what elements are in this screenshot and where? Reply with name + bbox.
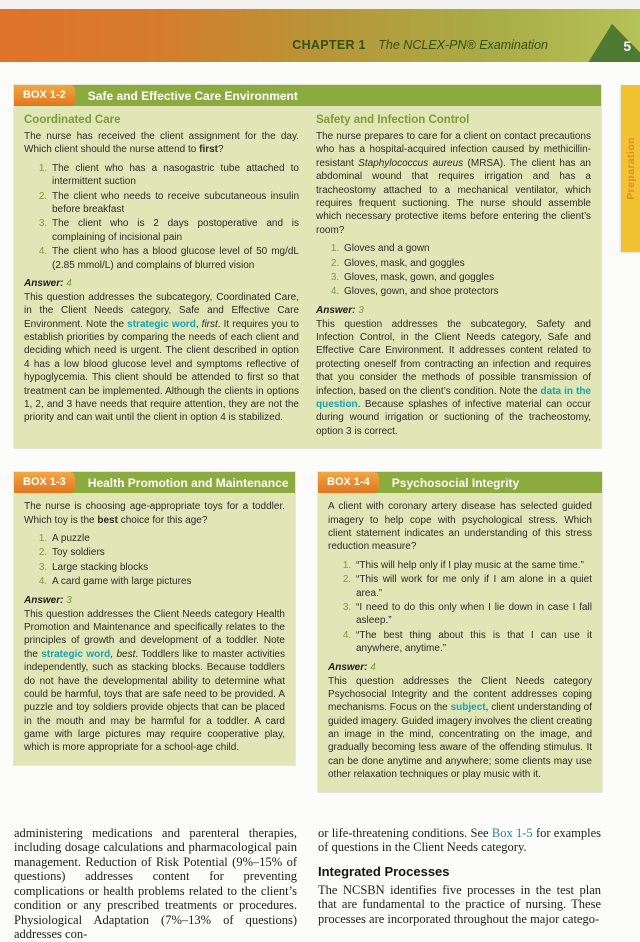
box-1-2-badge: BOX 1-2 [14,85,75,106]
answer-label: Answer: [328,661,368,673]
question-text: A client with coronary artery disease has selected guided imagery to help cope with psychological stress. Which client statement indicates an understanding of this stress reduction measure? [328,501,592,553]
box-1-3-header [14,472,295,493]
book-title: The NCLEX-PN® Examination [378,38,548,52]
coordinated-care-heading: Coordinated Care [24,114,121,126]
option-3: 3. The client who is 2 days postoperative and is complaining of incisional pain [50,217,299,244]
box-1-4-body [318,493,602,791]
options-list [24,532,285,589]
rationale-text: This question addresses the subcategory, Coordinated Care, in the Client Needs category, Safe and Effective Care Environment. Note the strategic word, first. It requires you to establish priorities by comparing the needs of each client and deciding which need is urgent. The client described in option 4 has a low blood glucose level and symptoms reflective of hypoglycemia. This client should be attended to first so that treatment can be implemented. Although the clients in options 1, 2, and 3 have needs that require attention, they are not the priority and can wait until the client in option 4 is stabilized. [24,291,299,424]
option-3: 3. “I need to do this only when I lie down in case I fall asleep.” [354,601,592,628]
option-4: 4. “The best thing about this is that I can use it anywhere, anytime.” [354,629,592,656]
question-text: The nurse is choosing age-appropriate toys for a toddler. Which toy is the best choice for this age? [24,501,285,526]
page-corner-triangle [584,9,640,62]
body-paragraph: The NCSBN identifies five processes in the test plan that are fundamental to the practice of nursing. These processes are incorporated throughout the major catego- [318,882,601,926]
option-2: 2. Toy soldiers [50,546,285,559]
box-1-4 [318,472,602,791]
options-list [316,242,591,299]
rationale-text: This question addresses the Client Needs category Health Promotion and Maintenance and specifically relates to the principles of growth and development of a toddler. Note the strategic word, best. Toddlers like to master activities independently, such as stacking blocks. Because toddlers do not have the developmental ability to determine what could be harmful, toys that are safe need to be provided. A puzzle and toy soldiers provide objects that can be placed in the mouth and may be harmful for a toddler. A card game with large pictures may require cooperative play, which is more appropriate for a school-age child. [24,608,285,754]
options-list [24,162,299,272]
box-1-4-badge: BOX 1-4 [318,472,379,493]
safety-infection-heading: Safety and Infection Control [316,114,470,126]
option-2: 2. Gloves, mask, and goggles [342,257,591,270]
page-top-edge [0,0,640,9]
answer-line [24,278,299,289]
section-tab-preparation [621,85,640,252]
options-list [328,559,592,656]
option-1: 1. A puzzle [50,532,285,545]
body-text-columns [14,826,601,942]
box-1-2-title: Safe and Effective Care Environment [87,88,298,103]
page-number: 5 [623,39,631,54]
answer-line [316,305,591,316]
box-1-3-title: Health Promotion and Maintenance [87,475,289,490]
answer-value: 4 [370,661,376,673]
body-text-right-column [318,826,601,942]
option-4: 4. A card game with large pictures [50,575,285,588]
answer-label: Answer: [24,594,64,606]
answer-line [24,595,285,606]
box-1-4-title: Psychosocial Integrity [391,475,520,490]
option-4: 4. The client who has a blood glucose level of 50 mg/dL (2.85 mmol/L) and complains of blurred vision [50,245,299,272]
box-row [14,472,601,791]
box-1-2-header [14,85,601,106]
box-1-2-body [14,106,601,448]
question-text: The nurse prepares to care for a client on contact precautions who has a hospital-acquired infection caused by methicillin-resistant Staphylococcus aureus (MRSA). The client has an abdominal wound that requires irrigation and has a tracheostomy attached to a mechanical ventilator, which requires frequent suctioning. The nurse should assemble which necessary protective items before entering the client’s room? [316,131,591,236]
chapter-label: CHAPTER 1 [292,38,366,52]
running-head [292,38,548,52]
rationale-text: This question addresses the subcategory, Safety and Infection Control, in the Client Needs category, Safe and Effective Care Environment. It addresses content related to protecting oneself from contracting an infection and requires that you consider the methods of possible transmission of infection, based on the client’s condition. Note the data in the question. Because splashes of infective material can occur during wound irrigation or suctioning of the tracheostomy, option 3 is correct. [316,318,591,437]
box-1-3-badge: BOX 1-3 [14,472,75,493]
box-1-3 [14,472,295,765]
answer-value: 3 [358,304,364,316]
option-2: 2. The client who needs to receive subcutaneous insulin before breakfast [50,190,299,217]
option-1: 1. Gloves and a gown [342,242,591,255]
answer-line [328,662,592,673]
body-paragraph: or life-threatening conditions. See Box 1-5 for examples of questions in the Client Needs category. [318,825,602,855]
integrated-processes-heading: Integrated Processes [318,863,450,879]
safety-infection-column [316,113,591,438]
box-1-3-body [14,493,295,765]
option-4: 4. Gloves, gown, and shoe protectors [342,285,591,298]
body-text-left-column [14,826,297,942]
option-1: 1. “This will help only if I play music at the same time.” [354,559,592,572]
option-2: 2. “This will work for me only if I am alone in a quiet area.” [354,573,592,600]
answer-label: Answer: [24,277,64,289]
box-1-4-header [318,472,602,493]
option-3: 3. Gloves, mask, gown, and goggles [342,271,591,284]
answer-label: Answer: [316,304,356,316]
answer-value: 3 [66,594,72,606]
answer-value: 4 [66,277,72,289]
section-tab-label: Preparation [624,137,637,200]
box-1-2 [14,85,601,448]
page-content [0,62,615,942]
option-1: 1. The client who has a nasogastric tube attached to intermittent suction [50,162,299,189]
option-3: 3. Large stacking blocks [50,561,285,574]
chapter-header-bar [0,9,640,62]
coordinated-care-column [24,113,299,438]
body-paragraph: administering medications and parenteral therapies, including dosage calculations and pharmacological pain management. Reduction of Risk Potential (9%–15% of questions) addresses content for preventing complications or health problems related to the client’s condition or any prescribed treatments or procedures. Physiological Adaptation (7%–13% of questions) addresses con- [14,825,297,942]
rationale-text: This question addresses the Client Needs category Psychosocial Integrity and the content addresses coping mechanisms. Focus on the subject, client understanding of guided imagery. Guided imagery involves the client creating an image in the mind, concentrating on the image, and gradually becoming less aware of the offending stimulus. It can be done anytime and anywhere; some clients may use other relaxation techniques or play music with it. [328,675,592,781]
question-text: The nurse has received the client assignment for the day. Which client should the nurse attend to first? [24,131,299,156]
